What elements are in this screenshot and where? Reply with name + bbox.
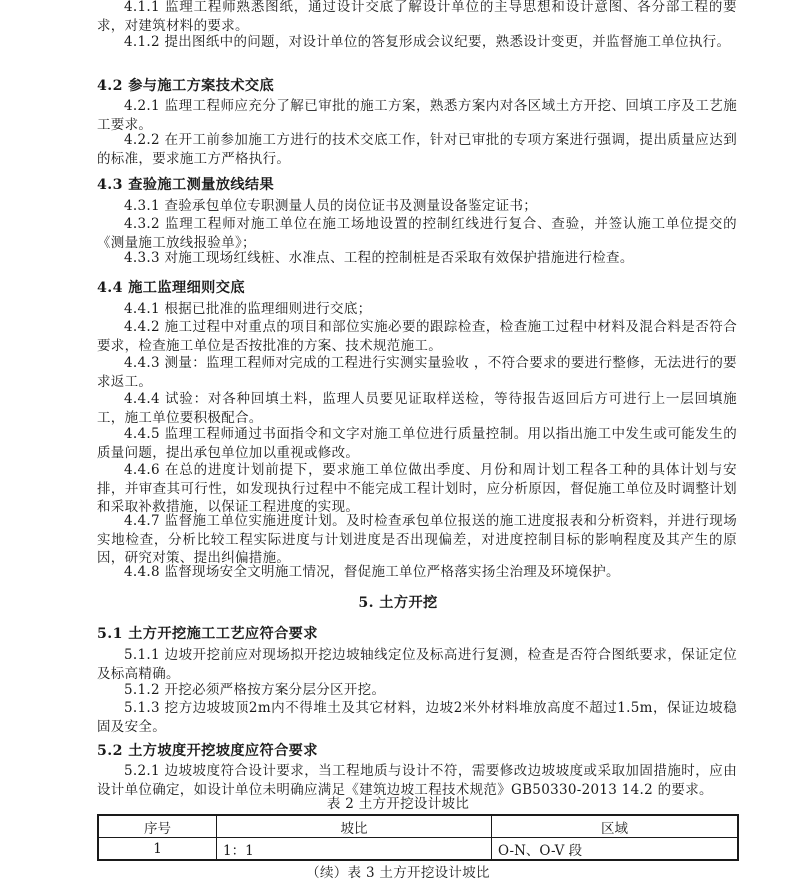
heading-4-2: 4.2 参与施工方案技术交底: [97, 78, 275, 94]
header-index: 序号: [98, 815, 217, 838]
paragraph-5-1-2: 5.1.2 开挖必须严格按方案分层分区开挖。: [124, 682, 386, 698]
paragraph-4-2-2: 4.2.2 在开工前参加施工方进行的技术交底工作，针对已审批的专项方案进行强调，提出质量应达到的标准，要求施工方严格执行。: [97, 132, 737, 167]
paragraph-4-4-8: 4.4.8 监督现场安全文明施工情况，督促施工单位严格落实扬尘治理及环境保护。: [124, 564, 620, 580]
paragraph-5-1-1: 5.1.1 边坡开挖前应对现场拟开挖边坡轴线定位及标高进行复测，检查是否符合图纸要求，保证定位及标高精确。: [97, 647, 737, 682]
cell-index: 1: [98, 838, 217, 861]
paragraph-4-2-1: 4.2.1 监理工程师应充分了解已审批的施工方案，熟悉方案内对各区域土方开挖、回填工序及工艺施工要求。: [97, 98, 737, 133]
next-table-caption: （续）表 3 土方开挖设计坡比: [306, 865, 490, 881]
slope-ratio-table: [97, 814, 739, 861]
cell-area: O-N、O-V 段: [492, 838, 739, 861]
heading-5-1: 5.1 土方开挖施工工艺应符合要求: [97, 626, 318, 642]
paragraph-4-4-5: 4.4.5 监理工程师通过书面指令和文字对施工单位进行质量控制。用以指出施工中发生或可能发生的质量问题，提出承包单位加以重视或修改。: [97, 426, 737, 461]
paragraph-4-4-7: 4.4.7 监督施工单位实施进度计划。及时检查承包单位报送的施工进度报表和分析资料，并进行现场实地检查，分析比较工程实际进度与计划进度是否出现偏差，对进度控制目标的影响程度及其产生的原因，研究对策、提出纠偏措施。: [97, 513, 737, 567]
paragraph-4-4-4: 4.4.4 试验：对各种回填土料，监理人员要见证取样送检，等待报告返回后方可进行上一层回填施工，施工单位要积极配合。: [97, 391, 737, 426]
chapter-heading-5: 5. 土方开挖: [358, 595, 438, 611]
paragraph-4-4-2: 4.4.2 施工过程中对重点的项目和部位实施必要的跟踪检查，检查施工过程中材料及混合料是否符合要求，检查施工单位是否按批准的方案、技术规范施工。: [97, 319, 737, 354]
heading-4-3: 4.3 查验施工测量放线结果: [97, 177, 275, 193]
table-header-row: [98, 815, 738, 838]
paragraph-4-4-3: 4.4.3 测量：监理工程师对完成的工程进行实测实量验收 ，不符合要求的要进行整修，无法进行的要求返工。: [97, 355, 737, 390]
table-caption: 表 2 土方开挖设计坡比: [326, 796, 470, 812]
heading-5-2: 5.2 土方坡度开挖坡度应符合要求: [97, 743, 318, 759]
header-area: 区域: [492, 815, 739, 838]
paragraph-4-1-2: 4.1.2 提出图纸中的问题，对设计单位的答复形成会议纪要，熟悉设计变更，并监督施工单位执行。: [124, 34, 731, 50]
paragraph-4-4-6: 4.4.6 在总的进度计划前提下，要求施工单位做出季度、月份和周计划工程各工种的具体计划与安排，并审查其可行性，如发现执行过程中不能完成工程计划时，应分析原因，督促施工单位及时调整计划和采取补救措施，以保证工程进度的实现。: [97, 462, 737, 516]
paragraph-4-4-1: 4.4.1 根据已批准的监理细则进行交底；: [124, 301, 372, 317]
paragraph-5-1-3: 5.1.3 挖方边坡坡顶2m内不得堆土及其它材料，边坡2米外材料堆放高度不超过1.5m，保证边坡稳固及安全。: [97, 700, 737, 735]
paragraph-4-3-2: 4.3.2 监理工程师对施工单位在施工场地设置的控制红线进行复合、查验，并签认施工单位提交的《测量施工放线报验单》；: [97, 216, 737, 251]
paragraph-4-3-3: 4.3.3 对施工现场红线桩、水准点、工程的控制桩是否采取有效保护措施进行检查。: [124, 250, 634, 266]
paragraph-5-2-1: 5.2.1 边坡坡度符合设计要求，当工程地质与设计不符，需要修改边坡坡度或采取加固措施时，应由设计单位确定，如设计单位未明确应满足《建筑边坡工程技术规范》GB50330-2013 14.2 的要求。: [97, 763, 737, 798]
heading-4-4: 4.4 施工监理细则交底: [97, 280, 245, 296]
header-slope-ratio: 坡比: [217, 815, 492, 838]
paragraph-4-1-1: 4.1.1 监理工程师熟悉图纸，通过设计交底了解设计单位的主导思想和设计意图、各分部工程的要求，对建筑材料的要求。: [97, 0, 737, 34]
cell-slope-ratio: 1：1: [217, 838, 492, 861]
paragraph-4-3-1: 4.3.1 查验承包单位专职测量人员的岗位证书及测量设备鉴定证书；: [124, 198, 538, 214]
table-row: [98, 838, 738, 861]
